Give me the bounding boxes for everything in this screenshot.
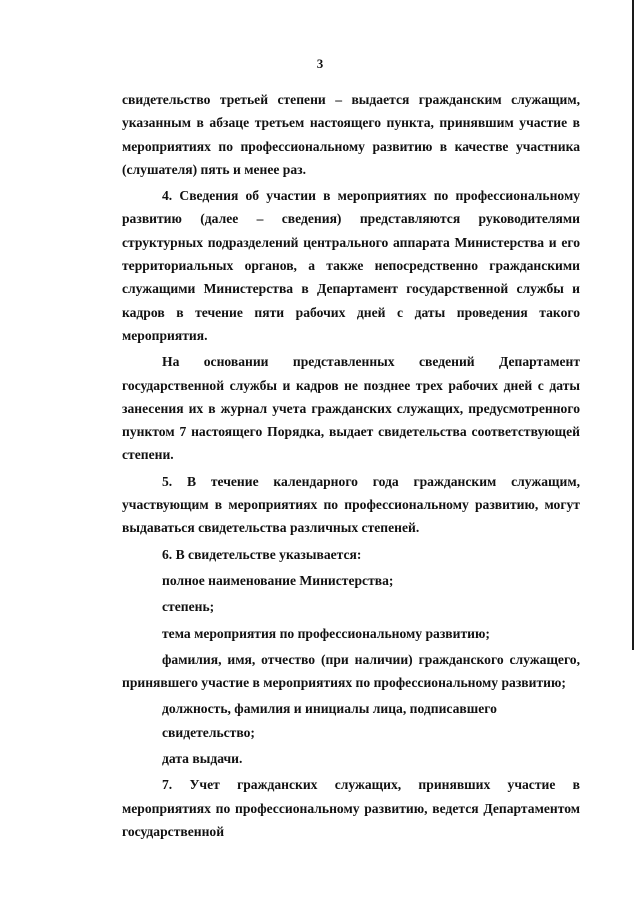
- paragraph-department-issues: На основании представленных сведений Департамент государственной службы и кадров не позднее трех рабочих дней с даты занесения их в журнал учета гражданских служащих, предусмотренного пунктом 7 настоящего Порядка, выдает свидетельства соответствующей степени.: [122, 354, 580, 463]
- list-item-signatory: должность, фамилия и инициалы лица, подписавшего свидетельство;: [162, 701, 497, 740]
- document-body: [122, 88, 580, 843]
- paragraph-item-7: 7. Учет гражданских служащих, принявших участие в мероприятиях по профессиональному развитию, ведется Департаментом государственной: [122, 777, 580, 839]
- scan-edge-line: [632, 0, 634, 650]
- paragraph-certificate-third-degree: свидетельство третьей степени – выдается гражданским служащим, указанным в абзаце третьем настоящего пункта, принявшим участие в мероприятиях по профессиональному развитию в качестве участника (слушателя) пять и менее раз.: [122, 92, 580, 177]
- list-item-full-name: фамилия, имя, отчество (при наличии) гражданского служащего, принявшего участие в мероприятиях по профессиональному развитию;: [122, 651, 580, 691]
- paragraph-item-5: 5. В течение календарного года гражданским служащим, участвующим в мероприятиях по профессиональному развитию, могут выдаваться свидетельства различных степеней.: [122, 473, 580, 536]
- list-item-topic: тема мероприятия по профессиональному развитию;: [162, 625, 490, 641]
- list-item-issue-date: дата выдачи.: [162, 751, 243, 767]
- page-number: 3: [316, 56, 324, 71]
- list-item-ministry-name: полное наименование Министерства;: [162, 572, 394, 588]
- paragraph-item-6: 6. В свидетельстве указывается:: [162, 546, 362, 562]
- list-item-degree: степень;: [162, 599, 215, 615]
- paragraph-item-4: 4. Сведения об участии в мероприятиях по профессиональному развитию (далее – сведения) представляются руководителями структурных подразделений центрального аппарата Министерства и его территориальных органов, а также непосредственно гражданскими служащими Министерства в Департамент государственной службы и кадров в течение пяти рабочих дней с даты проведения такого мероприятия.: [122, 188, 580, 343]
